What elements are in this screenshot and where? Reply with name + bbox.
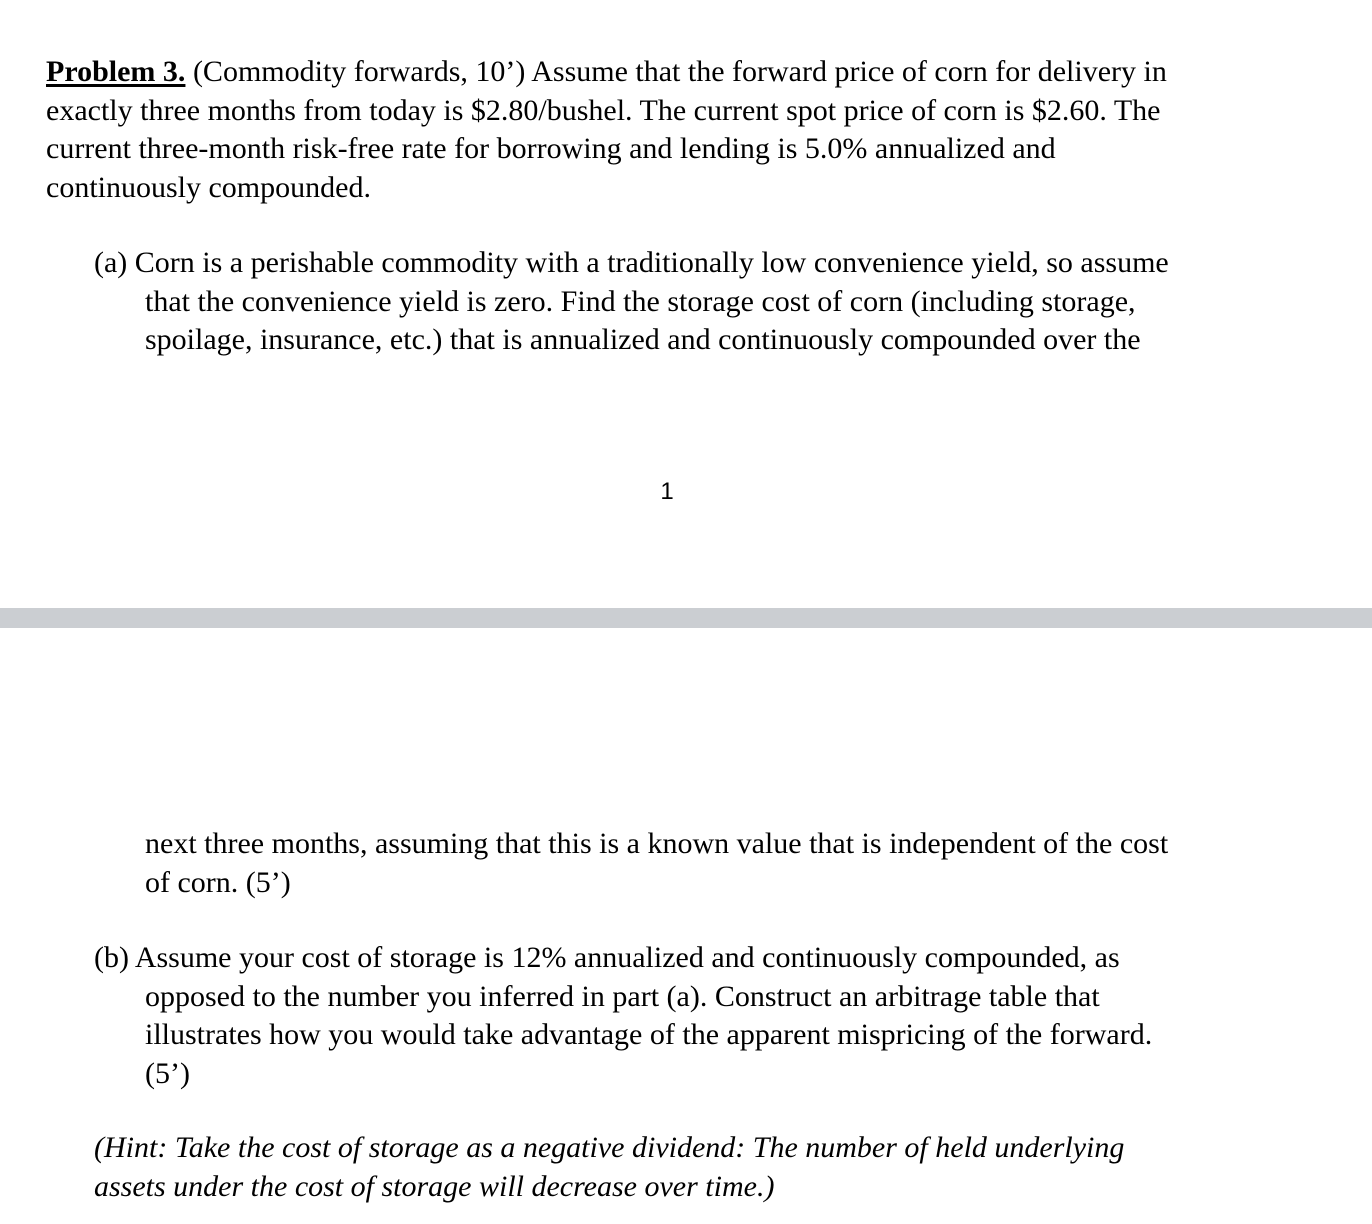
hint <box>94 1129 1124 1206</box>
part-b-text-1: Assume your cost of storage is 12% annualized and continuously compounded, as <box>134 941 1120 974</box>
part-a-label: (a) <box>94 246 135 279</box>
part-b <box>94 939 1152 1093</box>
part-b-line-1 <box>94 939 1152 978</box>
hint-line-1: (Hint: Take the cost of storage as a negative dividend: The number of held underlying <box>94 1131 1125 1164</box>
part-a-text-1: Corn is a perishable commodity with a traditionally low convenience yield, so assume <box>134 246 1169 279</box>
problem-title: Problem 3. <box>46 55 186 88</box>
part-b-line-3: illustrates how you would take advantage of the apparent mispricing of the forward. <box>145 1018 1153 1051</box>
hint-line-2: assets under the cost of storage will decrease over time.) <box>94 1169 775 1203</box>
problem-line-4: continuously compounded. <box>46 170 371 204</box>
problem-line-3: current three-month risk-free rate for borrowing and lending is 5.0% annualized and <box>46 132 1056 165</box>
part-b-line-2: opposed to the number you inferred in part (a). Construct an arbitrage table that <box>145 979 1100 1013</box>
part-a-cont-line-1: next three months, assuming that this is a known value that is independent of the cost <box>145 827 1169 860</box>
problem-line-2: exactly three months from today is $2.80/bushel. The current spot price of corn is $2.60. The <box>46 93 1161 127</box>
page-separator <box>0 608 1372 628</box>
problem-line-1 <box>46 53 1167 92</box>
page-1 <box>0 0 1372 608</box>
page-2 <box>0 628 1372 1224</box>
part-b-label: (b) <box>94 941 135 974</box>
part-a-line-2: that the convenience yield is zero. Find the storage cost of corn (including storage, <box>145 284 1136 318</box>
page-number: 1 <box>660 478 674 505</box>
problem-text-1: (Commodity forwards, 10’) Assume that the forward price of corn for delivery in <box>185 55 1167 88</box>
part-a-line-1 <box>94 244 1169 283</box>
part-a <box>94 244 1169 360</box>
problem-statement <box>46 53 1167 207</box>
part-a-cont-line-2: of corn. (5’) <box>145 865 291 899</box>
part-b-line-4: (5’) <box>145 1056 190 1090</box>
part-a-line-3: spoilage, insurance, etc.) that is annualized and continuously compounded over the <box>145 323 1141 356</box>
part-a-continued <box>145 825 1168 902</box>
